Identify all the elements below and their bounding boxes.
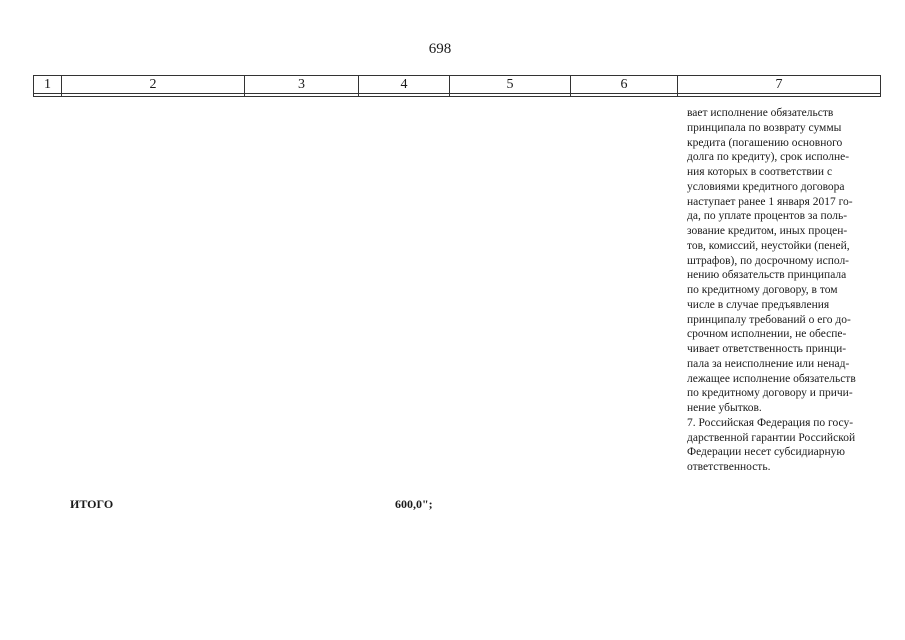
total-label: ИТОГО (70, 497, 114, 511)
column-number-cell: 2 (62, 76, 245, 94)
column-number-cell: 4 (359, 76, 450, 94)
column-number-cell: 6 (571, 76, 678, 94)
column-number-cell: 3 (245, 76, 359, 94)
page-number: 698 (428, 41, 452, 57)
column-number-header-table (33, 75, 881, 97)
column-number-row (34, 76, 881, 94)
column-7-body-text: вает исполнение обязательств принципала по возврату суммы кредита (погашению основного долга по кредиту), срок исполне- ния которых в соответствии с условиями кредитного договора наступает ранее 1 января 2017 го- да, по уплате процентов за поль- зование кредитом, иных процен- тов, комиссий, неустойки (пеней, штрафов), по досрочному испол- нению обязательств принципала по кредитному договору, в том числе в случае предъявления принципалу требований о его до- срочном исполнении, не обеспе- чивает ответственность принци- пала за неисполнение или ненад- лежащее исполнение обязательств по кредитному договору и причи- нение убытков. 7. Российская Федерация по госу- дарственной гарантии Российской Федерации несет субсидиарную ответственность. (687, 107, 856, 473)
column-number-cell: 1 (34, 76, 62, 94)
table-bottom-rule (34, 94, 881, 97)
total-value: 600,0"; (395, 497, 433, 511)
column-number-cell: 7 (678, 76, 881, 94)
column-number-cell: 5 (450, 76, 571, 94)
